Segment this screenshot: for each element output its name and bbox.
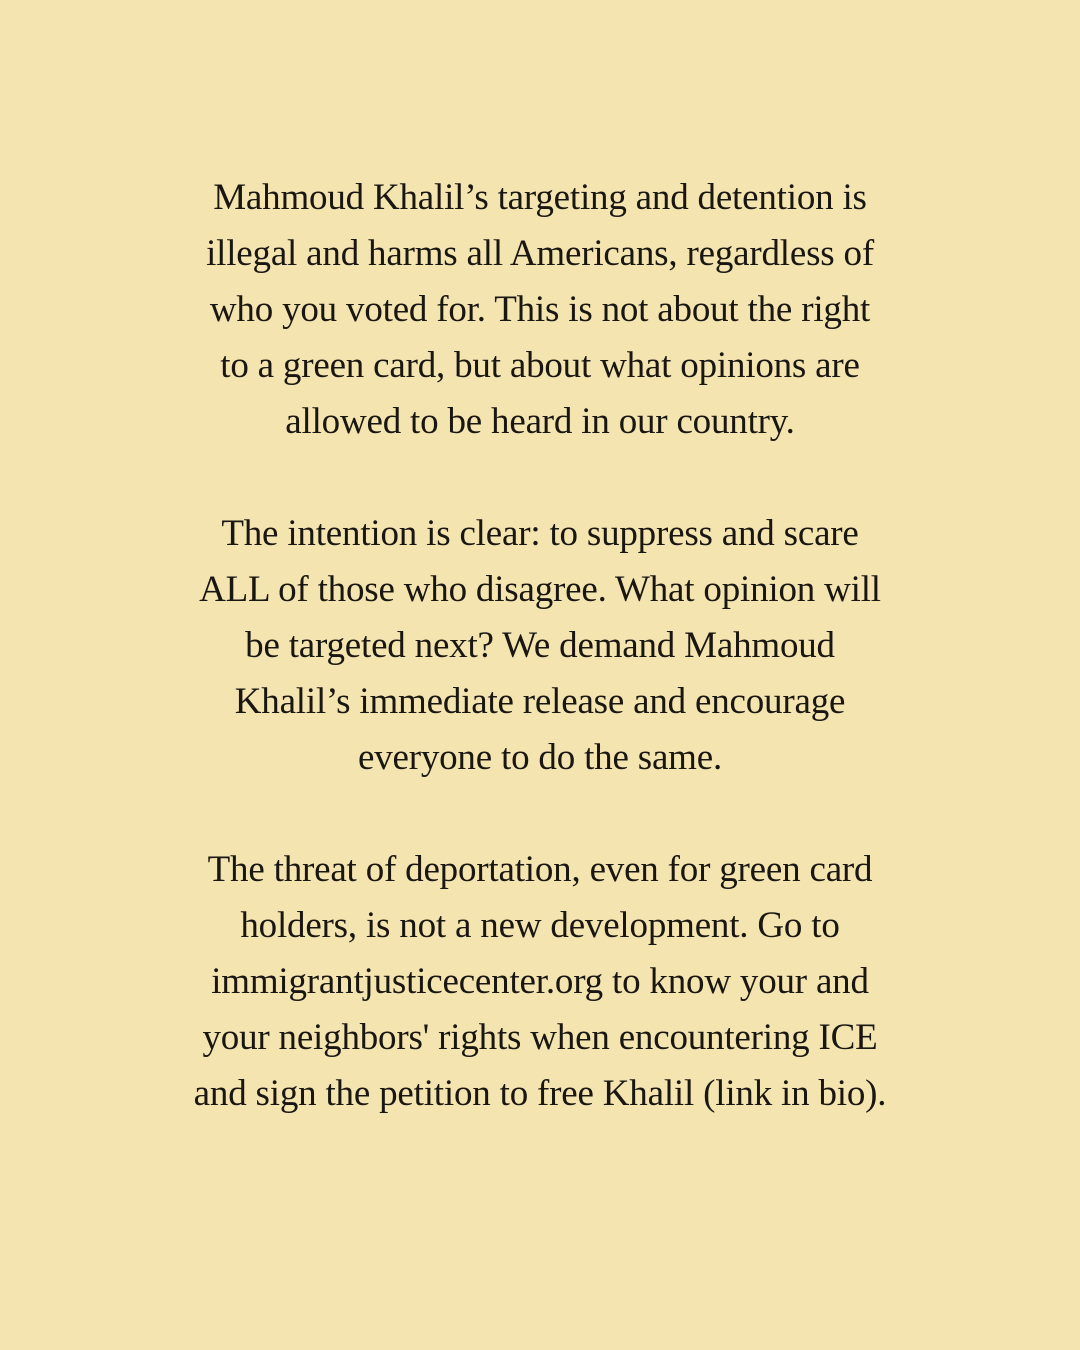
- text-line: Mahmoud Khalil’s targeting and detention is: [213, 177, 867, 218]
- text-line: ALL of those who disagree. What opinion will: [199, 569, 881, 610]
- text-line: immigrantjusticecenter.org to know your and: [211, 961, 869, 1002]
- text-line: allowed to be heard in our country.: [285, 401, 795, 442]
- text-line: be targeted next? We demand Mahmoud: [245, 625, 835, 666]
- paragraph-call-to-action: [0, 842, 1080, 1122]
- text-line: everyone to do the same.: [357, 737, 723, 778]
- text-line: holders, is not a new development. Go to: [240, 905, 840, 946]
- paragraph-detention: [0, 170, 1080, 450]
- text-line: and sign the petition to free Khalil (link in bio).: [193, 1073, 887, 1114]
- text-line: your neighbors' rights when encountering ICE: [202, 1017, 878, 1058]
- text-line: Khalil’s immediate release and encourage: [234, 681, 846, 722]
- paragraph-intention: [0, 506, 1080, 786]
- text-line: The intention is clear: to suppress and scare: [221, 513, 859, 554]
- statement-text: [0, 170, 1080, 1178]
- text-line: illegal and harms all Americans, regardless of: [206, 233, 874, 274]
- text-line: to a green card, but about what opinions are: [220, 345, 860, 386]
- text-line: who you voted for. This is not about the right: [209, 289, 871, 330]
- text-line: The threat of deportation, even for green card: [207, 849, 873, 890]
